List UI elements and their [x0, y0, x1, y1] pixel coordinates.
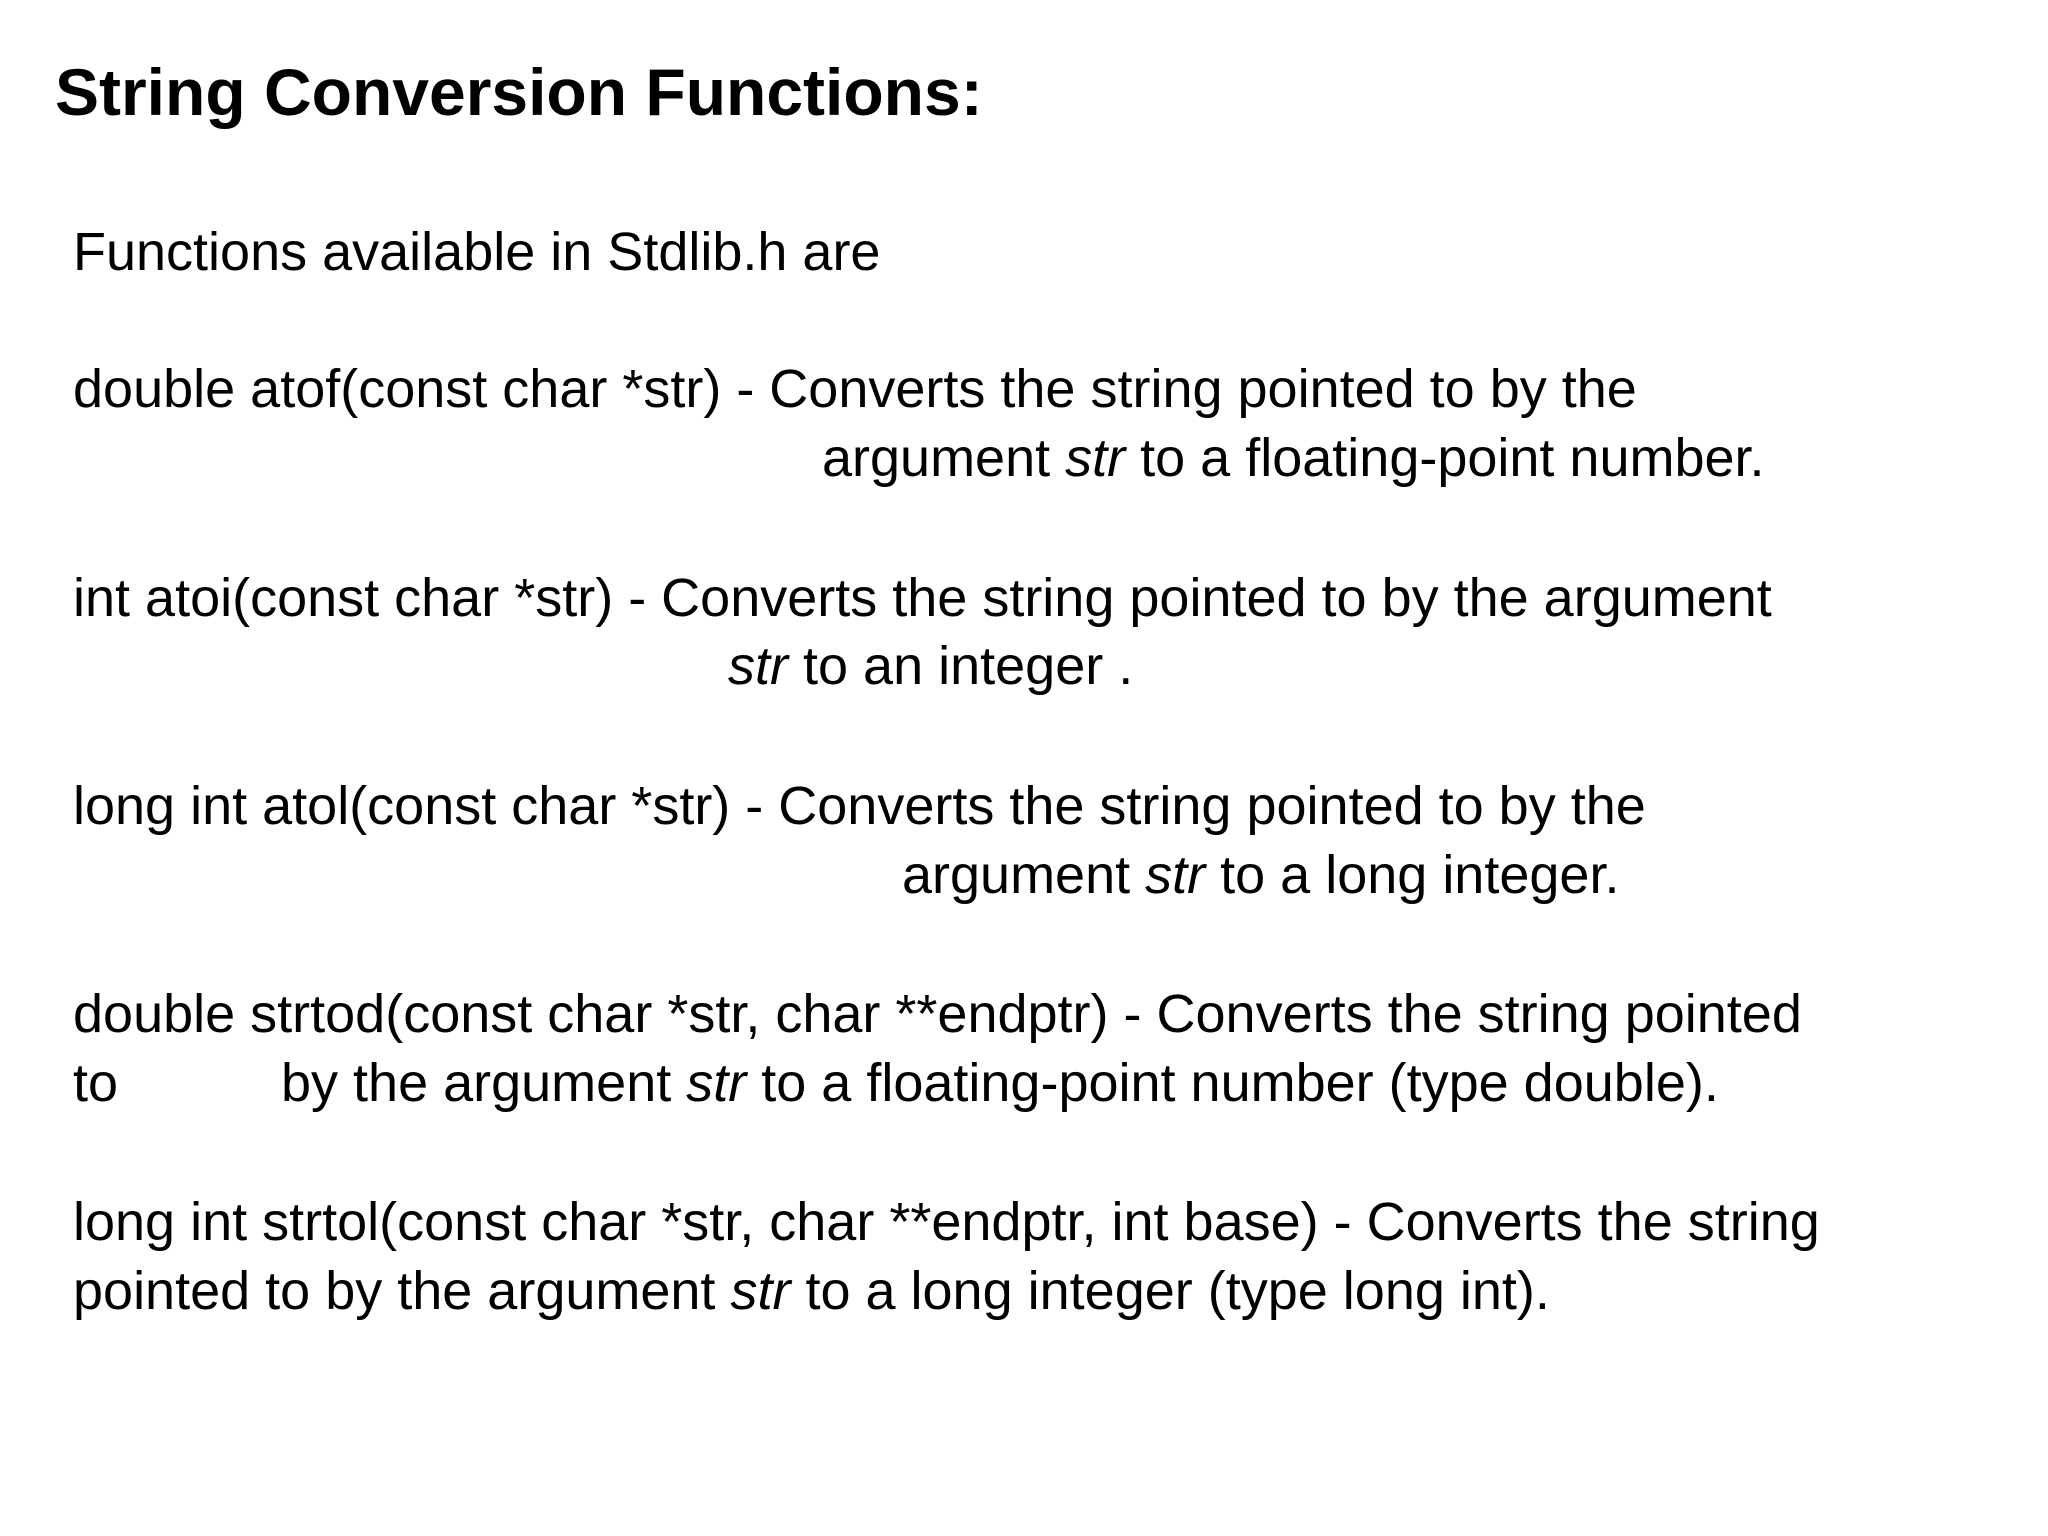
- intro-text: Functions available in Stdlib.h are: [73, 222, 881, 282]
- atof-description-line1: double atof(const char *str) - Converts the string pointed to by the: [73, 359, 1637, 419]
- strtol-description-line2: [73, 1259, 1550, 1323]
- atof-param-str: str: [1065, 428, 1126, 488]
- strtod-line2-text: by the argument: [281, 1053, 687, 1113]
- slide-title: String Conversion Functions:: [55, 55, 983, 129]
- strtol-param-str: str: [730, 1261, 791, 1321]
- atol-line2-text: argument: [902, 845, 1146, 905]
- strtod-description-line2-lead: to: [73, 1053, 119, 1113]
- strtod-line2-tail: to a floating-point number (type double).: [746, 1053, 1719, 1113]
- atol-description-line2: [902, 843, 1619, 907]
- atoi-line2-tail: to an integer .: [788, 636, 1134, 696]
- atof-description-line2: [822, 426, 1765, 490]
- strtod-description-line1: double strtod(const char *str, char **endptr) - Converts the string pointed: [73, 984, 1802, 1044]
- strtol-line2-tail: to a long integer (type long int).: [790, 1261, 1550, 1321]
- atoi-description-line1: int atoi(const char *str) - Converts the string pointed to by the argument: [73, 568, 1772, 628]
- atof-line2-tail: to a floating-point number.: [1125, 428, 1765, 488]
- atof-line2-text: argument: [822, 428, 1066, 488]
- strtol-description-line1: long int strtol(const char *str, char **endptr, int base) - Converts the string: [73, 1192, 1820, 1252]
- strtol-line2-text: pointed to by the argument: [73, 1261, 731, 1321]
- atoi-description-line2: [728, 634, 1133, 698]
- strtod-description-line2: [281, 1051, 1719, 1115]
- atol-line2-tail: to a long integer.: [1205, 845, 1620, 905]
- strtod-param-str: str: [686, 1053, 747, 1113]
- atol-param-str: str: [1145, 845, 1206, 905]
- atoi-param-str: str: [728, 636, 788, 696]
- atol-description-line1: long int atol(const char *str) - Converts the string pointed to by the: [73, 776, 1646, 836]
